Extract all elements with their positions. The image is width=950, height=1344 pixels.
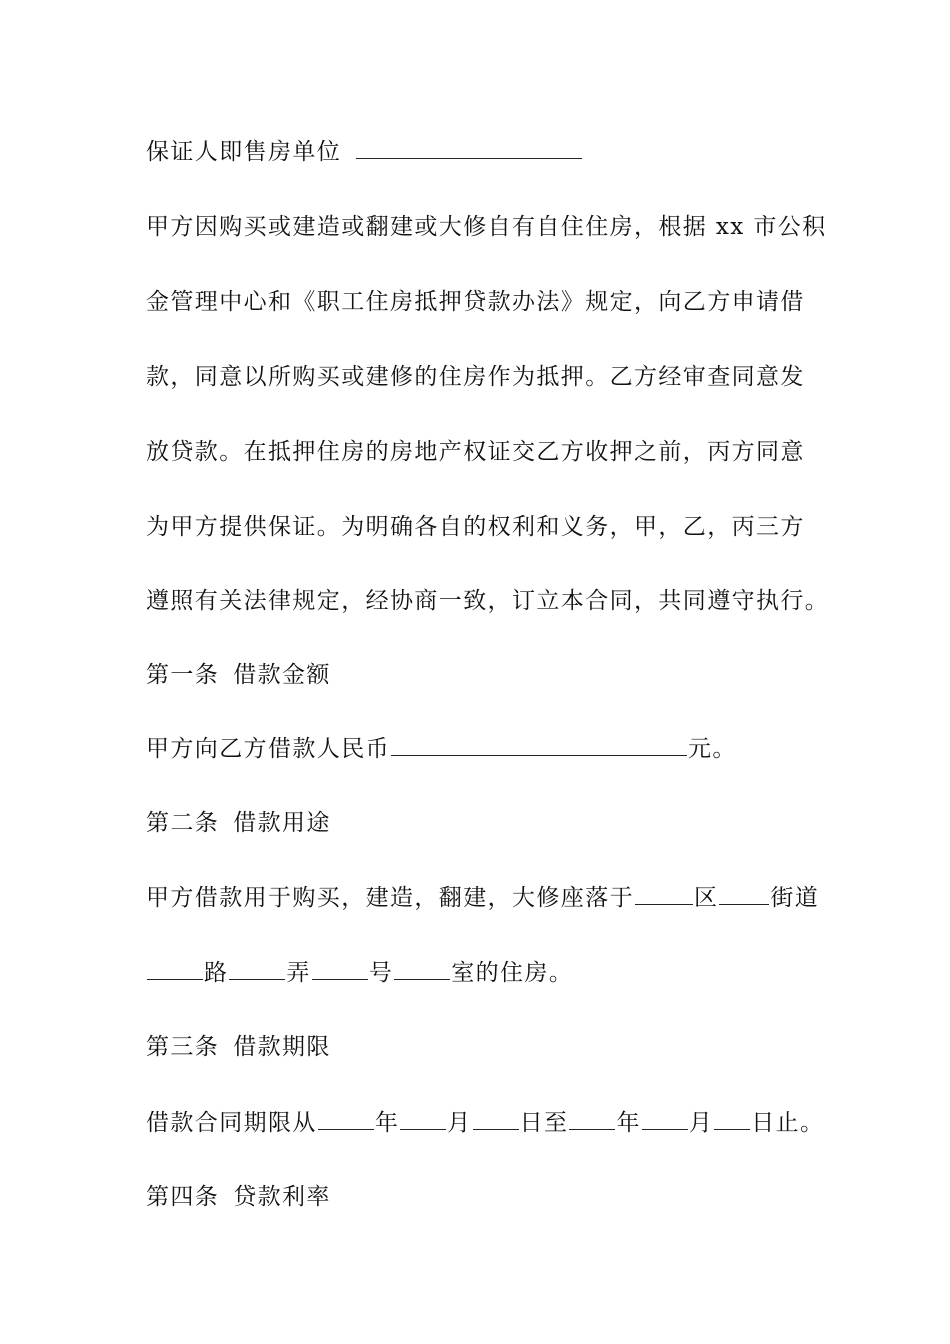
district-blank — [635, 878, 693, 905]
article-1-text-after: 元。 — [688, 736, 737, 762]
start-month-blank — [400, 1103, 446, 1130]
intro-line-2: 金管理中心和《职工住房抵押贷款办法》规定，向乙方申请借 — [146, 289, 805, 315]
article-2-heading — [146, 803, 826, 843]
article-1-heading — [146, 655, 826, 695]
article-4-name: 贷款利率 — [233, 1184, 331, 1210]
article-3-name: 借款期限 — [233, 1034, 331, 1060]
article-2-text-a: 甲方借款用于购买，建造，翻建，大修座落于 — [146, 885, 634, 911]
article-1-name: 借款金额 — [233, 662, 331, 688]
article-3-heading — [146, 1027, 826, 1067]
article-3-text-end-year: 年 — [616, 1110, 641, 1136]
article-2-text-road: 路 — [204, 960, 229, 986]
article-3-text-a: 借款合同期限从 — [146, 1110, 317, 1136]
street-blank — [719, 878, 769, 905]
article-2-line-2 — [146, 953, 826, 993]
article-2-text-room: 室的住房。 — [451, 960, 574, 986]
intro-line-3: 款，同意以所购买或建修的住房作为抵押。乙方经审查同意发 — [146, 364, 805, 390]
intro-line-6: 遵照有关法律规定，经协商一致，订立本合同，共同遵守执行。 — [146, 588, 830, 614]
article-2-text-lane: 弄 — [286, 960, 311, 986]
article-3-text-end: 日止。 — [751, 1110, 825, 1136]
intro-line-4: 放贷款。在抵押住房的房地产权证交乙方收押之前，丙方同意 — [146, 439, 805, 465]
loan-amount-blank — [391, 729, 687, 756]
lane-blank — [229, 953, 285, 980]
article-2-line-1 — [146, 878, 826, 918]
end-month-blank — [642, 1103, 688, 1130]
intro-line-5: 为甲方提供保证。为明确各自的权利和义务，甲，乙，丙三方 — [146, 514, 805, 540]
guarantor-line — [146, 132, 826, 172]
number-blank — [312, 953, 368, 980]
intro-line-1: 甲方因购买或建造或翻建或大修自有自住住房，根据 xx 市公积 — [146, 214, 827, 240]
article-3-text-day-to: 日至 — [519, 1110, 569, 1136]
article-1-title: 第一条 — [146, 662, 220, 688]
start-year-blank — [318, 1103, 374, 1130]
article-3-title: 第三条 — [146, 1034, 220, 1060]
article-3-text-end-month: 月 — [688, 1110, 714, 1136]
article-2-title: 第二条 — [146, 810, 220, 836]
article-3-text — [146, 1103, 826, 1143]
article-1-text-before: 甲方向乙方借款人民币 — [146, 736, 390, 762]
guarantor-label: 保证人即售房单位 — [146, 139, 342, 165]
article-4-heading — [146, 1177, 826, 1217]
article-3-text-year: 年 — [374, 1110, 400, 1136]
end-day-blank — [714, 1103, 750, 1130]
start-day-blank — [473, 1103, 519, 1130]
article-1-text — [146, 729, 826, 769]
guarantor-blank — [356, 132, 582, 159]
road-blank — [147, 953, 203, 980]
article-3-text-month: 月 — [447, 1110, 472, 1136]
end-year-blank — [569, 1103, 615, 1130]
room-blank — [394, 953, 450, 980]
article-2-text-number: 号 — [368, 960, 394, 986]
article-2-text-c: 街道 — [770, 885, 820, 911]
article-4-title: 第四条 — [146, 1184, 220, 1210]
article-2-text-b: 区 — [694, 885, 719, 911]
article-2-name: 借款用途 — [233, 810, 331, 836]
